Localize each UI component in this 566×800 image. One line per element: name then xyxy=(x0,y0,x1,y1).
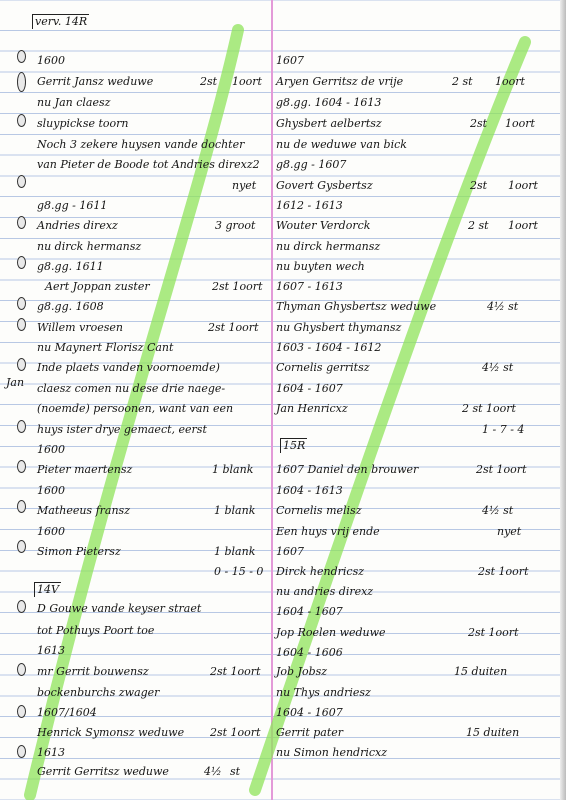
section-reference: 15R xyxy=(280,438,307,453)
left-entry-note: van Pieter de Boode tot Andries direxz2 xyxy=(37,158,260,171)
right-year: 1604 - 1613 xyxy=(276,484,343,497)
left-total: 0 - 15 - 0 xyxy=(214,565,264,578)
left-entry-note: huys ister drye gemaect, eerst xyxy=(37,423,207,436)
left-entry-note: Inde plaets vanden voornoemde) xyxy=(37,361,220,374)
left-year: g8.gg. 1611 xyxy=(37,260,104,273)
punch-hole-icon xyxy=(17,175,26,188)
left-entry-amount: 4½ xyxy=(204,765,222,778)
right-entry-amount: 2 st xyxy=(468,219,489,232)
right-year: g8.gg. 1604 - 1613 xyxy=(276,96,382,109)
left-entry-amount: 2st 1oort xyxy=(210,665,261,678)
right-entry-name: Gerrit pater xyxy=(276,726,344,739)
section-reference: 14V xyxy=(34,582,61,597)
right-entry-amount: 4½ st xyxy=(487,300,519,313)
right-entry-name: Cornelis melisz xyxy=(276,504,362,517)
right-entry-note: nu andries direxz xyxy=(276,585,374,598)
punch-hole-icon xyxy=(17,216,26,229)
left-year: 1600 xyxy=(37,484,65,497)
right-entry-amount: 4½ st xyxy=(482,504,514,517)
right-entry-amount: 2st 1oort xyxy=(478,565,529,578)
left-entry-name: Andries direxz xyxy=(37,219,118,232)
right-year: 1607 xyxy=(276,545,304,558)
left-entry-name: Willem vroesen xyxy=(37,321,123,334)
left-entry-note: Noch 3 zekere huysen vande dochter xyxy=(37,138,245,151)
right-entry-name: Ghysbert aelbertsz xyxy=(276,117,382,130)
right-entry-note: nu de weduwe van bick xyxy=(276,138,407,151)
left-entry-amount: 2st 1oort xyxy=(210,726,261,739)
left-year: 1600 xyxy=(37,525,65,538)
right-year: 1607 - 1613 xyxy=(276,280,343,293)
punch-hole-icon xyxy=(17,745,26,758)
punch-hole-icon xyxy=(17,358,26,371)
right-entry-name: Aryen Gerritsz de vrije xyxy=(276,75,404,88)
left-entry-amount: 3 groot xyxy=(215,219,256,232)
left-entry-amount: 2st xyxy=(200,75,218,88)
right-entry-name: Job Jobsz xyxy=(276,665,328,678)
left-entry-note: bockenburchs zwager xyxy=(37,686,160,699)
right-entry-name: Jan Henricxz xyxy=(276,402,348,415)
left-entry-amount: 1 blank xyxy=(214,504,256,517)
left-entry-amount: 1 blank xyxy=(212,463,254,476)
right-year: g8.gg - 1607 xyxy=(276,158,347,171)
punch-hole-icon xyxy=(17,540,26,553)
punch-hole-icon xyxy=(17,318,26,331)
punch-hole-icon xyxy=(17,460,26,473)
left-year: 1607/1604 xyxy=(37,706,97,719)
punch-hole-icon xyxy=(17,705,26,718)
right-entry-amount: 1oort xyxy=(495,75,525,88)
punch-hole-icon xyxy=(17,50,26,63)
right-year: 1604 - 1607 xyxy=(276,706,343,719)
left-entry-amount: 2st 1oort xyxy=(208,321,259,334)
left-entry-name: D Gouwe vande keyser straet xyxy=(37,602,202,615)
right-entry-amount: 15 duiten xyxy=(466,726,520,739)
left-entry-name: Henrick Symonsz weduwe xyxy=(37,726,185,739)
right-entry-amount: 1oort xyxy=(508,179,538,192)
left-entry-note: nu Maynert Florisz Cant xyxy=(37,341,174,354)
punch-hole-icon xyxy=(17,256,26,269)
right-entry-amount: 2 st 1oort xyxy=(462,402,516,415)
right-year: 1612 - 1613 xyxy=(276,199,343,212)
left-year: g8.gg. 1608 xyxy=(37,300,104,313)
left-entry-name: Matheeus fransz xyxy=(37,504,130,517)
right-entry-note: Een huys vrij ende xyxy=(276,525,380,538)
left-entry-name: Simon Pietersz xyxy=(37,545,121,558)
right-entry-amount: 2st xyxy=(470,179,488,192)
punch-hole-icon xyxy=(17,72,26,92)
left-entry-amount: 1 blank xyxy=(214,545,256,558)
right-entry-note: nu Thys andriesz xyxy=(276,686,371,699)
left-year: 1613 xyxy=(37,746,65,759)
right-total: 1 - 7 - 4 xyxy=(482,423,525,436)
right-entry-name: Cornelis gerritsz xyxy=(276,361,370,374)
right-entry-amount: nyet xyxy=(497,525,522,538)
margin-line xyxy=(271,0,273,800)
right-year: 1603 - 1604 - 1612 xyxy=(276,341,382,354)
left-entry-note: nu Jan claesz xyxy=(37,96,111,109)
right-year: 1604 - 1606 xyxy=(276,646,343,659)
right-entry-note: nu buyten wech xyxy=(276,260,365,273)
right-entry-note: nu dirck hermansz xyxy=(276,240,381,253)
right-entry-name: Jop Roelen weduwe xyxy=(276,626,386,639)
margin-note: Jan xyxy=(6,376,25,389)
left-entry-note: nu dirck hermansz xyxy=(37,240,142,253)
page-edge xyxy=(560,0,566,800)
right-entry-amount: 1oort xyxy=(508,219,538,232)
right-entry-amount: 2st xyxy=(470,117,488,130)
right-entry-name: Wouter Verdorck xyxy=(276,219,371,232)
left-entry-name: sluypickse toorn xyxy=(37,117,129,130)
left-entry-amount: st xyxy=(230,765,241,778)
left-entry-amount: 1oort xyxy=(232,75,262,88)
right-entry-amount: 2st 1oort xyxy=(476,463,527,476)
right-entry-note: nu Ghysbert thymansz xyxy=(276,321,402,334)
punch-hole-icon xyxy=(17,420,26,433)
left-entry-note: tot Pothuys Poort toe xyxy=(37,624,155,637)
left-entry-note: (noemde) persoonen, want van een xyxy=(37,402,234,415)
punch-hole-icon xyxy=(17,600,26,613)
right-entry-amount: 15 duiten xyxy=(454,665,508,678)
right-year: 1604 - 1607 xyxy=(276,605,343,618)
left-year: g8.gg - 1611 xyxy=(37,199,108,212)
left-entry-name: Gerrit Gerritsz weduwe xyxy=(37,765,169,778)
left-entry-name: mr Gerrit bouwensz xyxy=(37,665,149,678)
left-entry-name: Gerrit Jansz weduwe xyxy=(37,75,154,88)
right-year: 1607 xyxy=(276,54,304,67)
punch-hole-icon xyxy=(17,663,26,676)
right-entry-amount: 2 st xyxy=(452,75,473,88)
left-entry-amount: 2st 1oort xyxy=(212,280,263,293)
right-entry-name: Govert Gysbertsz xyxy=(276,179,373,192)
left-entry-amount: nyet xyxy=(232,179,257,192)
right-entry-name: 1607 Daniel den brouwer xyxy=(276,463,419,476)
punch-hole-icon xyxy=(17,297,26,310)
left-year: 1600 xyxy=(37,54,65,67)
left-year: 1613 xyxy=(37,644,65,657)
left-entry-note: claesz comen nu dese drie naege- xyxy=(37,382,226,395)
page-reference: verv. 14R xyxy=(32,14,89,29)
left-entry-name: Pieter maertensz xyxy=(37,463,133,476)
punch-hole-icon xyxy=(17,500,26,513)
right-entry-amount: 1oort xyxy=(505,117,535,130)
right-entry-name: Dirck hendricsz xyxy=(276,565,365,578)
left-entry-name: Aert Joppan zuster xyxy=(45,280,150,293)
right-entry-name: Thyman Ghysbertsz weduwe xyxy=(276,300,437,313)
punch-hole-icon xyxy=(17,114,26,127)
right-entry-amount: 2st 1oort xyxy=(468,626,519,639)
left-year: 1600 xyxy=(37,443,65,456)
right-year: 1604 - 1607 xyxy=(276,382,343,395)
right-entry-note: nu Simon hendricxz xyxy=(276,746,388,759)
right-entry-amount: 4½ st xyxy=(482,361,514,374)
